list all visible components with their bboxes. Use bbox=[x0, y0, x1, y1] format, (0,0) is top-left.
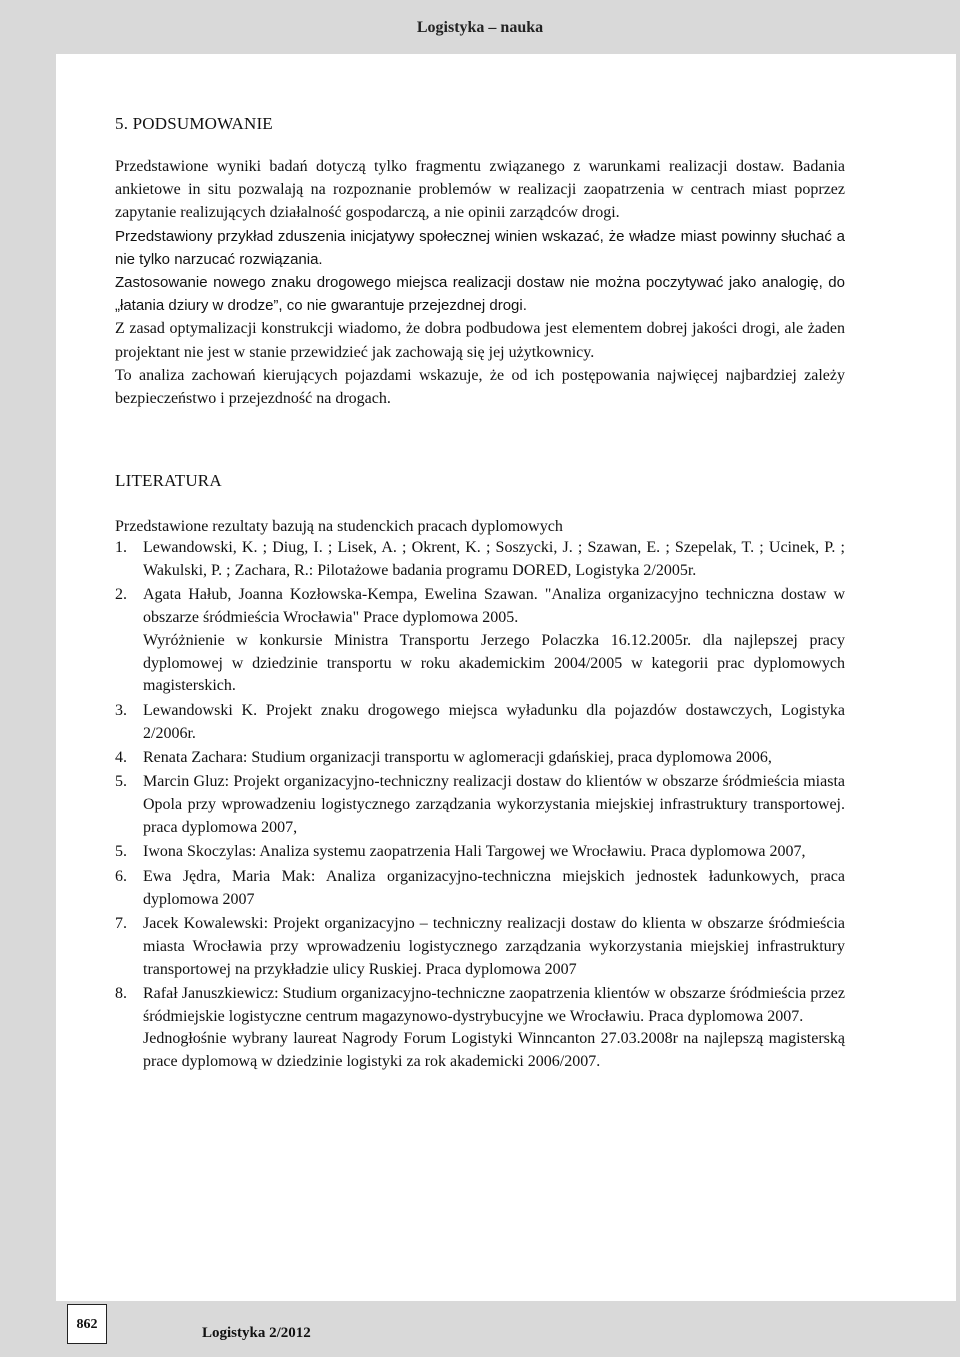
reference-text: Rafał Januszkiewicz: Studium organizacyjno-techniczne zaopatrzenia klientów w obszarze śródmieścia przez śródmiejskie logistyczne centrum magazynowo-dystrybucyjne we Wrocławiu. Praca dyplomowa 2007. bbox=[143, 984, 845, 1025]
footer bbox=[0, 1301, 960, 1357]
reference-number: 7. bbox=[115, 914, 127, 932]
reference-number: 5. bbox=[115, 843, 127, 861]
summary-paragraph: Przedstawione wyniki badań dotyczą tylko fragmentu związanego z warunkami realizacji dostaw. Badania ankietowe in situ pozwalają na rozpoznanie problemów w realizacji zaopatrzenia w centrach miast poprzez zapytanie realizujących działalność gospodarczą, a nie opinii zarządców drogi. bbox=[115, 158, 845, 222]
reference-item bbox=[115, 841, 845, 864]
reference-text: Iwona Skoczylas: Analiza systemu zaopatrzenia Hali Targowej we Wrocławiu. Praca dyplomowa 2007, bbox=[143, 843, 806, 861]
reference-text: Agata Hałub, Joanna Kozłowska-Kempa, Ewelina Szawan. "Analiza organizacyjno techniczna dostaw w obszarze śródmieścia Wrocławia" Prace dyplomowa 2005. bbox=[143, 586, 845, 626]
reference-number: 6. bbox=[115, 867, 127, 885]
reference-text: Renata Zachara: Studium organizacji transportu w aglomeracji gdańskiej, praca dyplomowa 2006, bbox=[143, 748, 772, 766]
reference-item bbox=[115, 584, 845, 698]
summary-paragraph: Zastosowanie nowego znaku drogowego miejsca realizacji dostaw nie można poczytywać jako analogię, do „łatania dziury w drodze”, co nie gwarantuje przejezdnej drogi. bbox=[115, 274, 845, 315]
reference-number: 5. bbox=[115, 773, 127, 791]
reference-number: 3. bbox=[115, 701, 127, 719]
running-header: Logistyka – nauka bbox=[416, 19, 544, 36]
reference-item bbox=[115, 747, 845, 770]
reference-number: 8. bbox=[115, 984, 127, 1002]
reference-item bbox=[115, 866, 845, 912]
reference-item bbox=[115, 913, 845, 981]
literature-intro: Przedstawione rezultaty bazują na studenckich pracach dyplomowych bbox=[115, 518, 563, 535]
reference-item bbox=[115, 537, 845, 583]
reference-note: Wyróżnienie w konkursie Ministra Transportu Jerzego Polaczka 16.12.2005r. dla najlepszej pracy dyplomowej w dziedzinie transportu w roku akademickim 2004/2005 w kategorii prac dyplomowych magisterskich. bbox=[143, 631, 845, 695]
summary-paragraph: To analiza zachowań kierujących pojazdami wskazuje, że od ich postępowania najwięcej najbardziej zależy bezpieczeństwo i przejezdność na drogach. bbox=[115, 366, 845, 408]
page bbox=[56, 54, 956, 1301]
reference-text: Lewandowski K. Projekt znaku drogowego miejsca wyładunku dla pojazdów dostawczych, Logistyka 2/2006r. bbox=[143, 701, 845, 742]
summary-paragraph: Z zasad optymalizacji konstrukcji wiadomo, że dobra podbudowa jest elementem dobrej jakości drogi, ale żaden projektant nie jest w stanie przewidzieć jak zachowają się jej użytkownicy. bbox=[115, 320, 845, 361]
reference-text: Marcin Gluz: Projekt organizacyjno-techniczny realizacji dostaw do klientów w obszarze śródmieścia miasta Opola przy wprowadzeniu logistycznego zarządzania wykorzystania miejskiej infrastruktury transportowej. praca dyplomowa 2007, bbox=[143, 773, 845, 836]
reference-number: 1. bbox=[115, 539, 127, 556]
reference-note: Jednogłośnie wybrany laureat Nagrody Forum Logistyki Winncanton 27.03.2008r na najlepszą magisterską prace dyplomową w dziedzinie logistyki za rok akademicki 2006/2007. bbox=[143, 1030, 845, 1071]
reference-text: Lewandowski, K. ; Diug, I. ; Lisek, A. ; Okrent, K. ; Soszycki, J. ; Szawan, E. ; Szepelak, T. ; Ucinek, P. ; Wakulski, P. ; Zachara, R.: Pilotażowe badania programu DORED, Logistyka 2/2005r. bbox=[143, 539, 845, 579]
reference-item bbox=[115, 983, 845, 1074]
reference-number: 4. bbox=[115, 748, 127, 766]
reference-text: Ewa Jędra, Maria Mak: Analiza organizacyjno-techniczna miejskich jednostek ładunkowych, praca dyplomowa 2007 bbox=[143, 867, 845, 908]
reference-item bbox=[115, 771, 845, 839]
summary-paragraph: Przedstawiony przykład zduszenia inicjatywy społecznej winien wskazać, że władze miast powinny słuchać a nie tylko narzucać rozwiązania. bbox=[115, 227, 845, 268]
reference-item bbox=[115, 700, 845, 746]
summary-body bbox=[115, 155, 845, 410]
reference-list bbox=[115, 537, 845, 1076]
summary-heading: 5. PODSUMOWANIE bbox=[115, 114, 273, 133]
reference-text: Jacek Kowalewski: Projekt organizacyjno – techniczny realizacji dostaw do klienta w obszarze śródmieścia miasta Wrocławia przy wprowadzeniu logistycznego zarządzania wykorzystania miejskiej infrastruktury transportowej na przykładzie ulicy Ruskiej. Praca dyplomowa 2007 bbox=[143, 914, 845, 978]
page-number: 862 bbox=[67, 1304, 107, 1344]
reference-number: 2. bbox=[115, 586, 127, 604]
journal-title: Logistyka 2/2012 bbox=[202, 1325, 311, 1341]
literature-heading: LITERATURA bbox=[115, 471, 222, 490]
